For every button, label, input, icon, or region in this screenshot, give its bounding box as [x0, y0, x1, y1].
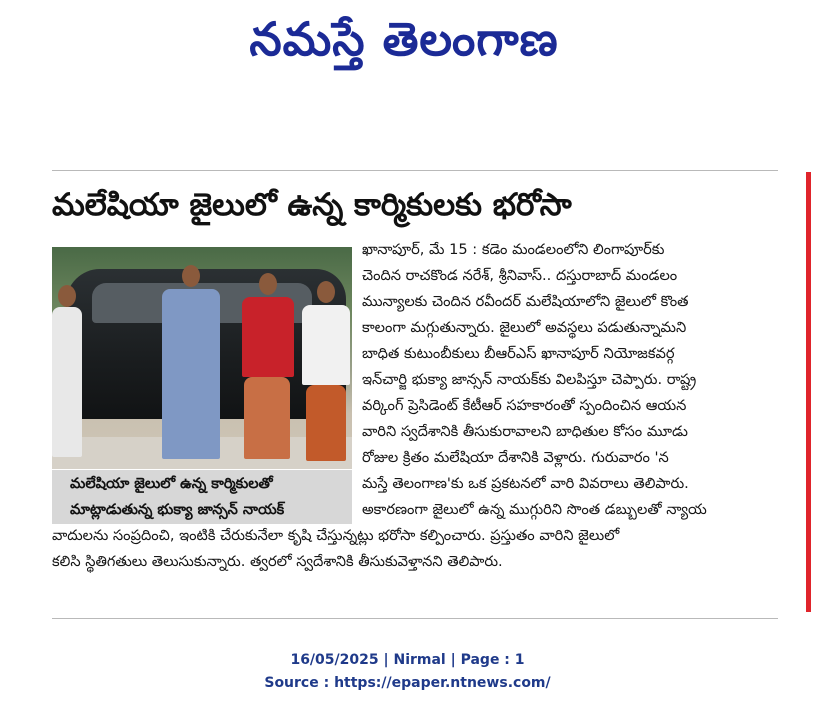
person-figure — [302, 305, 350, 385]
accent-bar — [806, 172, 811, 612]
body-line: మున్యాలకు చెందిన రవీందర్ మలేషియాలోని జైలులో కొంత — [362, 293, 689, 310]
body-line: ఖానాపూర్, మే 15 : కడెం మండలంలోని లింగాపూర్‌కు — [362, 241, 665, 258]
newspaper-masthead: నమస్తే తెలంగాణ — [249, 12, 559, 66]
person-figure — [52, 307, 82, 457]
body-line-full: కలిసి స్థితిగతులు తెలుసుకున్నారు. త్వరలో స్వదేశానికి తీసుకువెళ్తానని తెలిపారు. — [52, 553, 503, 570]
body-line-full: వాదులను సంప్రదించి, ఇంటికి చేరుకునేలా కృషి చేస్తున్నట్లు భరోసా కల్పించారు. ప్రస్తుతం వారిని జైలులో — [52, 527, 620, 544]
body-line: మస్తే తెలంగాణ'కు ఒక ప్రకటనలో వారి వివరాలు తెలిపారు. — [362, 475, 689, 492]
caption-line: మలేషియా జైలులో ఉన్న కార్మికులతో — [70, 476, 273, 492]
body-line: వర్కింగ్ ప్రెసిడెంట్ కేటీఆర్ సహకారంతో స్పందించిన ఆయన — [362, 397, 687, 414]
body-line: వారిని స్వదేశానికి తీసుకురావాలని బాధితుల కోసం మూడు — [362, 423, 688, 440]
article-headline: మలేషియా జైలులో ఉన్న కార్మికులకు భరోసా — [52, 187, 572, 223]
bottom-divider — [52, 618, 778, 619]
top-divider — [52, 170, 778, 171]
body-line: బాధిత కుటుంబీకులు బీఆర్‌ఎస్ ఖానాపూర్ నియోజకవర్గ — [362, 345, 675, 362]
person-figure — [306, 385, 346, 461]
footer-meta: 16/05/2025 | Nirmal | Page : 1 — [290, 652, 525, 668]
person-figure — [242, 297, 294, 377]
caption-line: మాట్లాడుతున్న భుక్యా జాన్సన్ నాయక్ — [70, 502, 285, 518]
body-line: కాలంగా మగ్గుతున్నారు. జైలులో అవస్థలు పడుతున్నామని — [362, 319, 687, 336]
photo-caption — [52, 470, 352, 524]
body-line: రోజుల క్రితం మలేషియా దేశానికి వెళ్లారు. గురువారం 'న — [362, 449, 669, 466]
person-figure — [244, 377, 290, 459]
body-line: చెందిన రాచకొండ నరేశ్, శ్రీనివాస్.. దస్తురాబాద్ మండలం — [362, 267, 678, 284]
body-line: ఇన్‌చార్జి భుక్యా జాన్సన్ నాయక్‌కు విలపిస్తూ చెప్పారు. రాష్ట్ర — [362, 371, 697, 388]
body-line: అకారణంగా జైలులో ఉన్న ముగ్గురిని సొంత డబ్బులతో న్యాయ — [362, 501, 707, 518]
article-photo — [52, 247, 352, 469]
person-figure — [162, 289, 220, 459]
footer-source: Source : https://epaper.ntnews.com/ — [264, 675, 551, 691]
